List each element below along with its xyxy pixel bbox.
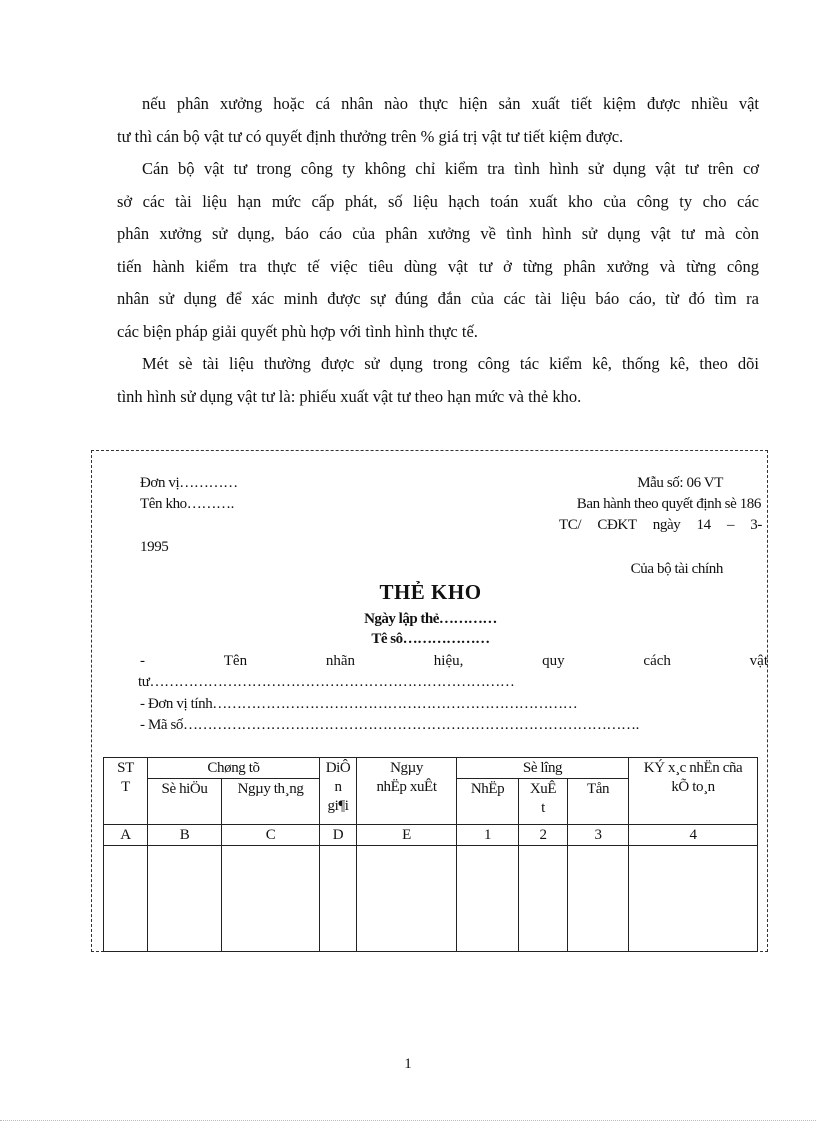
- header-ngay-nhap-xuat: Ngµy nhËp xuÊt: [357, 758, 457, 825]
- don-vi-tinh: - Đơn vị tính…………………………………………………………………: [140, 696, 578, 712]
- column-label: B: [148, 825, 222, 846]
- paragraph-1: [117, 88, 759, 153]
- column-label: E: [357, 825, 457, 846]
- table-label-row: [104, 825, 758, 846]
- header-chung-tu: Chøng tõ: [148, 758, 320, 779]
- text-line: tiến hành kiểm tra thực tế việc tiêu dùng vật tư ở từng phân xưởng và từng công: [117, 256, 759, 276]
- column-label: C: [222, 825, 320, 846]
- header-xuat: XuÊ t: [519, 779, 568, 825]
- column-label: D: [320, 825, 357, 846]
- column-label: 2: [519, 825, 568, 846]
- form-title: THẺ KHO: [379, 580, 482, 604]
- header-ton: Tån: [568, 779, 629, 825]
- page-number: 1: [404, 1056, 412, 1072]
- ten-nhan-hieu-line: - Tên nhãn hiệu, quy cách vật: [140, 653, 768, 669]
- paragraph-3: [117, 348, 759, 413]
- column-label: A: [104, 825, 148, 846]
- header-dien-giai: DiÔ n gi¶i: [320, 758, 357, 825]
- table-header-row: [104, 758, 758, 779]
- text-line: phân xưởng sử dụng, báo cáo của phân xưởng về tình hình sử dụng vật tư mà còn: [117, 224, 759, 243]
- table-cell: [357, 846, 457, 952]
- ban-hanh: Ban hành theo quyết định sè 186: [576, 496, 761, 512]
- text-line: Cán bộ vật tư trong công ty không chỉ kiểm tra tình hình sử dụng vật tư trên cơ: [142, 159, 759, 178]
- table-cell: [568, 846, 629, 952]
- header-nhap: NhËp: [457, 779, 519, 825]
- stock-card-table: [103, 757, 758, 952]
- table-cell: [320, 846, 357, 952]
- table-row: [104, 846, 758, 952]
- table-cell: [222, 846, 320, 952]
- header-so-hieu: Sè hiÖu: [148, 779, 222, 825]
- text-line: sở các tài liệu hạn mức cấp phát, số liệu hạch toán xuất kho của công ty cho các: [117, 191, 759, 211]
- text-line: các biện pháp giải quyết phù hợp với tình hình thực tế.: [117, 321, 478, 341]
- text-line: tình hình sử dụng vật tư là: phiếu xuất vật tư theo hạn mức và thẻ kho.: [117, 386, 582, 406]
- column-label: 4: [629, 825, 758, 846]
- don-vi-field: Đơn vị…………: [140, 475, 238, 491]
- table-cell: [629, 846, 758, 952]
- ten-nhan-hieu-cont: tư…………………………………………………………………: [138, 674, 515, 690]
- table-cell: [519, 846, 568, 952]
- column-label: 3: [568, 825, 629, 846]
- table-cell: [457, 846, 519, 952]
- header-so-luong: Sè lîng: [457, 758, 629, 779]
- table-cell: [104, 846, 148, 952]
- text-line: Mét sè tài liệu thường được sử dụng trong công tác kiểm kê, thống kê, theo dõi: [142, 354, 759, 373]
- text-line: nhân sử dụng để xác minh được sự đúng đắn của các tài liệu báo cáo, từ đó tìm ra: [117, 289, 759, 308]
- header-ky-xac-nhan: KÝ x¸c nhËn cña kÕ to¸n: [629, 758, 758, 825]
- paragraph-2: [117, 153, 759, 348]
- ten-kho-field: Tên kho……….: [140, 496, 234, 512]
- text-line: nếu phân xưởng hoặc cá nhân nào thực hiện sản xuất tiết kiệm được nhiều vật: [142, 94, 759, 113]
- text-line: tư thì cán bộ vật tư có quyết định thưởng trên % giá trị vật tư tiết kiệm được.: [117, 126, 624, 146]
- to-so: Tê sô………………: [371, 631, 490, 647]
- table-cell: [148, 846, 222, 952]
- ma-so: - Mã số………………………………………………………………………………….: [140, 717, 639, 733]
- decree-year: 1995: [140, 539, 169, 555]
- header-stt: ST T: [104, 758, 148, 825]
- header-ngay-thang: Ngµy th¸ng: [222, 779, 320, 825]
- mau-so: Mẫu số: 06 VT: [637, 475, 723, 491]
- stock-card-form: [91, 450, 768, 952]
- cua-bo-tai-chinh: Của bộ tài chính: [630, 561, 723, 577]
- page-bottom-rule: [0, 1120, 816, 1121]
- decree-line: TC/ CĐKT ngày 14 – 3-: [559, 517, 762, 533]
- column-label: 1: [457, 825, 519, 846]
- ngay-lap-the: Ngày lập thẻ…………: [364, 611, 497, 627]
